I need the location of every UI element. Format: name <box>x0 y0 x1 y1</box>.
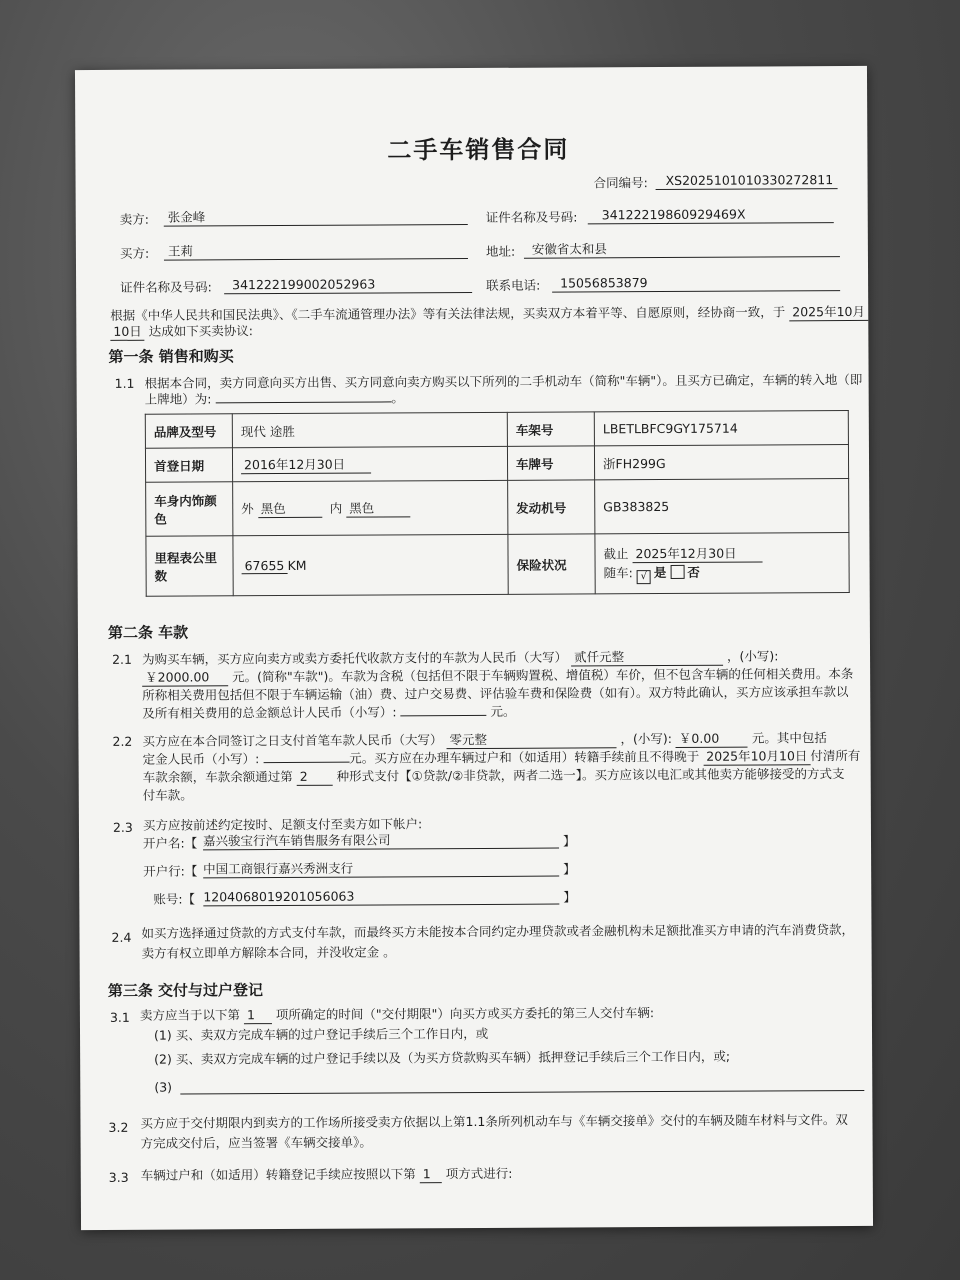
plate-value: 浙FH299G <box>594 445 848 480</box>
mileage-value: 67655 <box>242 557 288 573</box>
clause-2-2-text-a: 买方应在本合同签订之日支付首笔车款人民币（大写） <box>142 732 443 749</box>
clause-3-3-text-a: 车辆过户和（如适用）转籍登记手续应按照以下第 <box>140 1166 416 1183</box>
mileage-label-line2: 数 <box>154 568 168 584</box>
mileage-label-line1: 里程表公里 <box>154 549 218 566</box>
buyer-phone-value: 15056853879 <box>552 274 840 293</box>
yes-label: 是 <box>653 564 667 580</box>
buyer-address-value: 安徽省太和县 <box>524 240 840 259</box>
mileage-label <box>146 536 233 596</box>
clause-2-2-line1 <box>142 730 827 751</box>
clause-1-1-text: 上牌地）为: <box>144 391 212 407</box>
vehicle-info-table <box>145 410 850 597</box>
brand-value: 现代 途胜 <box>232 412 507 447</box>
clause-1-1-line2 <box>145 390 404 407</box>
down-payment-lower: ￥0.00 <box>676 731 748 748</box>
vin-value: LBETLBFC9GY175714 <box>594 411 848 446</box>
contract-no-value: XS2025101010330272811 <box>656 172 838 190</box>
clause-3-1-text-b: 项所确定的时间（"交付期限"）向买方或买方委托的第三人交付车辆: <box>275 1005 655 1023</box>
payment-way: 2 <box>297 769 333 786</box>
registration-date-cell <box>232 446 507 481</box>
preamble-end: 达成如下买卖协议: <box>148 323 253 339</box>
clause-2-2-line4: 付车款。 <box>142 787 193 803</box>
color-label <box>146 482 233 536</box>
seller-name: 张金峰 <box>164 208 468 227</box>
delivery-option-2: (2) 买、卖双方完成车辆的过户登记手续以及（为买方贷款购买车辆）抵押登记手续后三个工作日内，或; <box>154 1048 731 1067</box>
preamble-line1 <box>110 304 868 325</box>
seller-label: 卖方: <box>119 211 150 227</box>
delivery-option-3: (3) <box>154 1079 173 1095</box>
mileage-unit: KM <box>287 557 307 573</box>
account-no-value: 1204068019201056063 <box>203 888 559 907</box>
preamble-text: 根据《中华人民共和国民法典》、《二手车流通管理办法》等有关法律法规，买卖双方本着平等、自愿原则，经协商一致，于 <box>110 304 786 323</box>
interior-label: 内 <box>329 500 343 516</box>
seller-id-value: 34122219860929469X <box>588 206 834 224</box>
checkbox-yes[interactable]: √ <box>637 570 651 584</box>
delivery-item: 1 <box>244 1007 272 1024</box>
clause-3-2-line1: 买方应于交付期限内到卖方的工作场所接受卖方依据以上第1.1条所列机动车与《车辆交接单》交付的车辆及随车材料与文件。双 <box>140 1112 848 1131</box>
brand-label: 品牌及型号 <box>145 414 232 448</box>
clause-3-3-line1 <box>141 1166 513 1185</box>
clause-3-1-line1 <box>140 1005 654 1025</box>
clause-2-2-number: 2.2 <box>112 733 133 749</box>
vin-label: 车架号 <box>507 412 594 446</box>
clause-2-3-line1: 买方应按前述约定按时、足额支付至卖方如下帐户: <box>142 816 423 833</box>
clause-2-4-line2: 卖方有权立即单方解除本合同，并没收定金 。 <box>141 944 396 961</box>
price-upper: 贰仟元整 <box>571 649 723 667</box>
section2-heading: 第二条 车款 <box>107 623 189 642</box>
buyer-address-label: 地址: <box>485 243 516 259</box>
delivery-option-1: (1) 买、卖双方完成车辆的过户登记手续后三个工作日内，或 <box>153 1025 489 1043</box>
clause-3-1-number: 3.1 <box>109 1009 130 1025</box>
agreement-date-part1: 2025年10月 <box>789 304 868 321</box>
account-no-bracket: 】 <box>563 889 576 905</box>
insurance-until-label: 截止 <box>603 545 629 561</box>
clause-3-2-number: 3.2 <box>108 1119 129 1135</box>
section1-heading: 第一条 销售和购买 <box>108 347 234 366</box>
registration-date-label: 首登日期 <box>145 448 232 482</box>
buyer-id-value: 341222199002052963 <box>224 276 472 294</box>
clause-3-1-text-a: 卖方应当于以下第 <box>139 1007 240 1023</box>
color-label-line1: 车身内饰颜 <box>154 492 217 509</box>
clause-2-3-number: 2.3 <box>112 819 133 835</box>
interior-color: 黑色 <box>346 498 410 517</box>
agreement-date-part2: 10日 <box>110 324 144 341</box>
clause-2-1-text-f: 元。 <box>490 703 516 719</box>
account-name-bracket: 】 <box>562 833 576 849</box>
clause-2-2-text-f: 付清所有 <box>810 747 861 764</box>
buyer-name: 王莉 <box>164 242 468 261</box>
clause-2-2-text-d: 定金人民币（小写）: <box>142 751 260 767</box>
clause-2-1-line1 <box>142 648 779 668</box>
engine-label: 发动机号 <box>508 480 595 534</box>
down-payment-upper: 零元整 <box>446 731 616 749</box>
clause-3-2-line2: 方完成交付后，应当签署《车辆交接单》。 <box>140 1134 372 1151</box>
clause-1-1-end: 。 <box>391 390 404 406</box>
clause-2-2-text-b: ，(小写): <box>620 730 672 747</box>
exterior-color: 黑色 <box>258 499 322 518</box>
account-name-value: 嘉兴骏宝行汽车销售服务有限公司 <box>203 832 559 851</box>
clause-2-4-line1: 如买方选择通过贷款的方式支付车款，而最终买方未能按本合同约定办理贷款或者金融机构未足额批准买方申请的汽车消费贷款， <box>141 922 855 941</box>
plate-label: 车牌号 <box>507 446 594 480</box>
clause-2-1-line4 <box>142 704 515 722</box>
clause-2-1-number: 2.1 <box>112 651 132 667</box>
clause-2-2-text-e: 元。买方应在办理车辆过户和（如适用）转籍手续前且不得晚于 <box>349 748 700 766</box>
insurance-cell <box>595 533 849 594</box>
document-title: 二手车销售合同 <box>387 135 570 165</box>
buyer-label: 买方: <box>119 245 150 261</box>
account-bank-value: 中国工商银行嘉兴秀洲支行 <box>203 860 559 879</box>
clause-2-1-text-a: 为购买车辆，买方应向卖方或卖方委托代收款方支付的车款为人民币（大写） <box>142 649 568 667</box>
clause-2-2-text-c: 元。其中包括 <box>751 730 827 746</box>
engine-value: GB383825 <box>595 479 849 534</box>
clause-3-3-number: 3.3 <box>108 1169 129 1185</box>
preamble-line2 <box>110 323 253 341</box>
account-bank-bracket: 】 <box>563 861 576 877</box>
contract-page <box>75 66 873 1230</box>
delivery-option-3-line <box>180 1090 864 1095</box>
account-bank-label: 开户行:【 <box>143 863 198 879</box>
transfer-item: 1 <box>420 1166 442 1183</box>
seller-id-label: 证件名称及号码: <box>485 209 578 225</box>
account-no-label: 账号:【 <box>153 891 196 907</box>
clause-2-1-line3: 所称相关费用包括但不限于车辆运输（油）费、过户交易费、评估验车费和保险费（如有）。双方特此确认，买方应该承担车款以 <box>142 684 849 703</box>
clause-2-2-line3 <box>143 766 845 787</box>
mileage-cell <box>233 534 508 595</box>
insurance-with-car-label: 随车: <box>603 564 633 580</box>
balance-due-date: 2025年10月10日 <box>703 748 810 766</box>
clause-2-1-text-b: ，(小写): <box>726 648 779 664</box>
clause-1-1-number: 1.1 <box>114 375 135 391</box>
color-cell <box>233 480 508 535</box>
clause-2-2-text-h: 种形式支付【①贷款/②非贷款，两者二选一】。买方应该以电汇或其他卖方能够接受的方式支 <box>336 766 845 784</box>
clause-2-1-text-e: 及所有相关费用的总金额总计人民币（小写）: <box>142 704 397 721</box>
no-label: 否 <box>687 564 700 580</box>
buyer-phone-label: 联系电话: <box>486 277 541 293</box>
registration-date-value: 2016年12月30日 <box>241 455 371 475</box>
clause-2-2-text-g: 车款余额，车款余额通过第 <box>142 768 293 785</box>
clause-1-1-line1: 根据本合同，卖方同意向买方出售、买方同意向卖方购买以下所列的二手机动车（简称"车辆"）。且买方已确定，车辆的转入地（即 <box>144 371 863 391</box>
clause-2-4-number: 2.4 <box>111 929 132 945</box>
clause-2-1-text-c: 元。(简称"车款")。车款为含税（包括但不限于车辆购置税、增值税）车价，但不包含车辆的任何相关费用。本条 <box>232 666 854 685</box>
checkbox-no[interactable] <box>670 564 684 578</box>
exterior-label: 外 <box>241 501 254 517</box>
color-label-line2: 色 <box>154 511 167 527</box>
insurance-until-value: 2025年12月30日 <box>632 543 762 563</box>
price-lower: ￥2000.00 <box>142 669 228 686</box>
buyer-id-label: 证件名称及号码: <box>120 279 212 295</box>
clause-3-3-text-b: 项方式进行: <box>445 1165 513 1182</box>
contract-no-label: 合同编号: <box>593 175 648 191</box>
section3-heading: 第三条 交付与过户登记 <box>107 981 264 1000</box>
insurance-label: 保险状况 <box>508 534 595 594</box>
account-name-label: 开户名:【 <box>142 835 198 851</box>
